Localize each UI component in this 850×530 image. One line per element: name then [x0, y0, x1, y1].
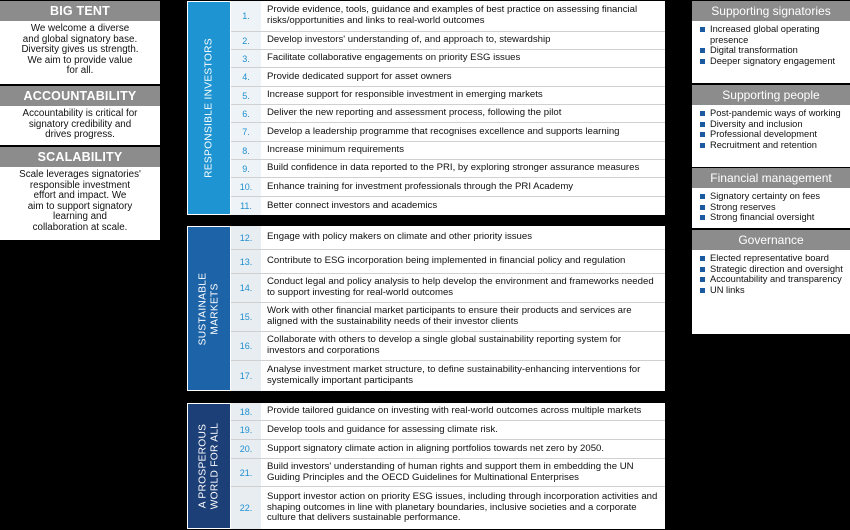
goal-text: Contribute to ESG incorporation being implemented in financial policy and regulation	[267, 255, 626, 267]
list-item: Increased global operating presence	[700, 24, 844, 45]
goal-row	[231, 142, 665, 160]
prosperous-world-label: A PROSPEROUS WORLD FOR ALL	[197, 422, 220, 510]
goal-text: Provide dedicated support for asset owners	[267, 70, 452, 82]
list-item: Strong financial oversight	[700, 212, 844, 223]
goal-row	[231, 105, 665, 123]
list-item: Signatory certainty on fees	[700, 191, 844, 202]
goal-text: Support signatory climate action in aligning portfolios towards net zero by 2050.	[267, 442, 605, 454]
goal-row	[231, 440, 665, 459]
list-item: UN links	[700, 285, 844, 296]
goal-row	[231, 32, 665, 50]
goal-text: Engage with policy makers on climate and other priority issues	[267, 231, 533, 243]
goal-number: 18.	[231, 403, 261, 420]
list-item: Accountability and transparency	[700, 274, 844, 285]
governance-panel	[692, 250, 850, 334]
big-tent-header: BIG TENT	[0, 1, 160, 21]
goal-text: Work with other financial market participants to ensure their products and services are aligned with the sustainability needs of their investor clients	[267, 305, 632, 327]
goal-row	[231, 250, 665, 274]
goal-row	[231, 160, 665, 178]
goal-text: Enhance training for investment professionals through the PRI Academy	[267, 180, 574, 192]
goal-number: 19.	[231, 421, 261, 439]
accountability-text: Accountability is critical for signatory credibility and drives progress.	[0, 106, 160, 145]
sustainable-markets-label: SUSTAINABLE MARKETS	[197, 272, 220, 345]
goal-number: 2.	[231, 32, 261, 49]
goal-number: 4.	[231, 68, 261, 86]
goal-text: Support investor action on priority ESG issues, including through incorporation activities and shaping outcomes in line with planetary boundaries, inclusive societies and a corporate culture that delivers sustainable performance.	[267, 490, 658, 524]
goal-text: Deliver the new reporting and assessment process, following the pilot	[267, 107, 562, 119]
goal-number: 5.	[231, 87, 261, 104]
financial-management-header: Financial management	[692, 168, 850, 188]
goal-number: 14.	[231, 274, 261, 302]
goal-text: Provide evidence, tools, guidance and examples of best practice on assessing financial risks/opportunities and links to real-world outcomes	[267, 4, 638, 26]
sustainable-markets-sidebar	[187, 226, 231, 391]
goal-text: Collaborate with others to develop a single global sustainability reporting system for investors and corporations	[267, 334, 622, 356]
goal-row	[231, 421, 665, 440]
goal-row	[231, 178, 665, 197]
supporting-people-panel	[692, 105, 850, 167]
goal-text: Develop investors' understanding of, and approach to, stewardship	[267, 34, 551, 46]
goal-number: 7.	[231, 123, 261, 141]
scalability-header: SCALABILITY	[0, 147, 160, 167]
goal-number: 9.	[231, 160, 261, 177]
goal-number: 16.	[231, 332, 261, 360]
goal-text: Better connect investors and academics	[267, 199, 438, 211]
scalability-text: Scale leverages signatories' responsible investment effort and impact. We aim to support signatory learning and collaboration at scale.	[0, 167, 160, 240]
sustainable-markets-section	[187, 226, 665, 391]
goal-number: 10.	[231, 178, 261, 196]
accountability-header: ACCOUNTABILITY	[0, 86, 160, 106]
list-item: Professional development	[700, 129, 844, 140]
responsible-investors-sidebar	[187, 1, 231, 215]
goal-row	[231, 87, 665, 105]
goal-number: 22.	[231, 487, 261, 529]
list-item: Post-pandemic ways of working	[700, 108, 844, 119]
list-item: Diversity and inclusion	[700, 119, 844, 130]
supporting-signatories-panel	[692, 21, 850, 83]
goal-row	[231, 332, 665, 361]
financial-management-panel	[692, 188, 850, 228]
goal-row	[231, 197, 665, 215]
goal-row	[231, 123, 665, 142]
goal-number: 20.	[231, 440, 261, 458]
responsible-investors-section	[187, 1, 665, 215]
goal-number: 13.	[231, 250, 261, 273]
goal-text: Increase minimum requirements	[267, 144, 405, 156]
supporting-signatories-header: Supporting signatories	[692, 1, 850, 21]
goal-text: Build investors' understanding of human rights and support them in embedding the UN Guiding Principles and the OECD Guidelines for Multinational Enterprises	[267, 460, 634, 483]
list-item: Elected representative board	[700, 253, 844, 264]
goal-number: 15.	[231, 303, 261, 331]
goal-number: 21.	[231, 459, 261, 486]
goal-row	[231, 487, 665, 529]
goal-row	[231, 68, 665, 87]
big-tent-text: We welcome a diverse and global signatory base. Diversity gives us strength. We aim to provide value for all.	[0, 21, 160, 84]
prosperous-world-sidebar	[187, 403, 231, 529]
goal-text: Build confidence in data reported to the PRI, by exploring stronger assurance measures	[267, 162, 640, 174]
goal-row	[231, 274, 665, 303]
goal-text: Conduct legal and policy analysis to help develop the environment and frameworks needed to support investing for real-world outcomes	[267, 276, 654, 298]
goal-text: Provide tailored guidance on investing with real-world outcomes across multiple markets	[267, 405, 642, 417]
goal-number: 11.	[231, 197, 261, 215]
prosperous-world-section	[187, 403, 665, 529]
goal-row	[231, 303, 665, 332]
supporting-people-header: Supporting people	[692, 85, 850, 105]
goal-number: 12.	[231, 226, 261, 249]
goal-number: 3.	[231, 50, 261, 67]
goal-text: Develop tools and guidance for assessing climate risk.	[267, 423, 498, 435]
goal-row	[231, 1, 665, 32]
goal-number: 17.	[231, 361, 261, 391]
governance-header: Governance	[692, 230, 850, 250]
goal-text: Increase support for responsible investment in emerging markets	[267, 89, 543, 101]
goal-text: Develop a leadership programme that recognises excellence and supports learning	[267, 125, 620, 137]
list-item: Strong reserves	[700, 202, 844, 213]
goal-row	[231, 226, 665, 250]
list-item: Digital transformation	[700, 45, 844, 56]
goal-number: 1.	[231, 1, 261, 31]
list-item: Recruitment and retention	[700, 140, 844, 151]
goal-row	[231, 361, 665, 391]
goal-row	[231, 403, 665, 421]
list-item: Strategic direction and oversight	[700, 264, 844, 275]
responsible-investors-label: RESPONSIBLE INVESTORS	[203, 38, 215, 178]
goal-number: 8.	[231, 142, 261, 159]
goal-row	[231, 50, 665, 68]
goal-row	[231, 459, 665, 487]
goal-number: 6.	[231, 105, 261, 122]
goal-text: Facilitate collaborative engagements on priority ESG issues	[267, 52, 521, 64]
goal-text: Analyse investment market structure, to define sustainability-enhancing interventions for systemically important participants	[267, 364, 641, 386]
list-item: Deeper signatory engagement	[700, 56, 844, 67]
